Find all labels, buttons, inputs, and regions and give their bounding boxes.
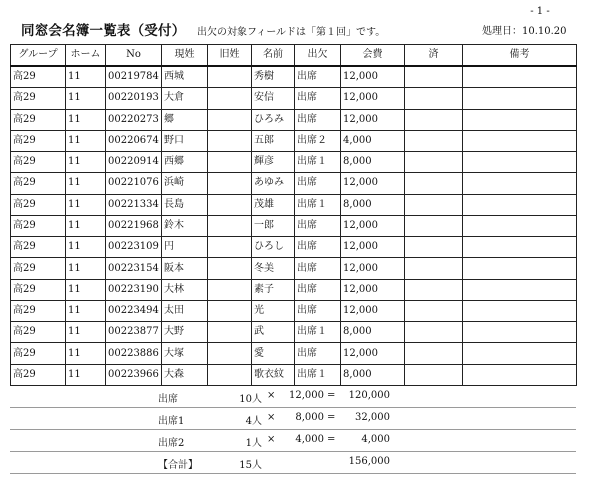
cell-name: 茂雄 xyxy=(252,194,295,215)
cell-member-no: 00223494 xyxy=(106,300,162,321)
cell-home: 11 xyxy=(66,109,106,130)
cell-done xyxy=(405,173,463,194)
cell-surname: 西城 xyxy=(162,66,208,88)
cell-home: 11 xyxy=(66,300,106,321)
cell-group: 高29 xyxy=(11,173,66,194)
cell-name: あゆみ xyxy=(252,173,295,194)
cell-maiden-name xyxy=(208,88,252,109)
cell-fee: 8,000 xyxy=(341,364,405,385)
cell-attendance: 出席 xyxy=(295,300,341,321)
summary-equals-sign: = xyxy=(327,434,336,445)
table-header-row xyxy=(11,45,577,67)
cell-remarks xyxy=(463,300,577,321)
cell-remarks xyxy=(463,66,577,88)
cell-surname: 大塚 xyxy=(162,343,208,364)
cell-attendance: 出席１ xyxy=(295,322,341,343)
cell-attendance: 出席 xyxy=(295,173,341,194)
cell-maiden-name xyxy=(208,279,252,300)
cell-group: 高29 xyxy=(11,109,66,130)
column-header-group: グループ xyxy=(11,45,66,67)
cell-done xyxy=(405,343,463,364)
cell-fee: 8,000 xyxy=(341,194,405,215)
cell-maiden-name xyxy=(208,66,252,88)
cell-home: 11 xyxy=(66,152,106,173)
cell-maiden-name xyxy=(208,130,252,151)
cell-done xyxy=(405,152,463,173)
summary-label: 【合計】 xyxy=(158,460,198,471)
column-header-no: No xyxy=(106,45,162,67)
cell-attendance: 出席 xyxy=(295,66,341,88)
cell-home: 11 xyxy=(66,279,106,300)
cell-remarks xyxy=(463,194,577,215)
table-row xyxy=(11,194,577,215)
cell-group: 高29 xyxy=(11,364,66,385)
cell-maiden-name xyxy=(208,364,252,385)
cell-attendance: 出席 xyxy=(295,109,341,130)
cell-done xyxy=(405,194,463,215)
table-row xyxy=(11,109,577,130)
table-row xyxy=(11,279,577,300)
cell-attendance: 出席１ xyxy=(295,194,341,215)
cell-remarks xyxy=(463,279,577,300)
cell-remarks xyxy=(463,364,577,385)
column-header-fee: 会費 xyxy=(341,45,405,67)
column-header-remarks: 備考 xyxy=(463,45,577,67)
cell-name: 一郎 xyxy=(252,215,295,236)
cell-group: 高29 xyxy=(11,66,66,88)
cell-maiden-name xyxy=(208,322,252,343)
cell-done xyxy=(405,215,463,236)
summary-total: 156,000 xyxy=(348,456,390,467)
cell-name: ひろみ xyxy=(252,109,295,130)
attendance-field-note: 出欠の対象フィールドは「第１回」です。 xyxy=(197,27,386,38)
cell-group: 高29 xyxy=(11,237,66,258)
cell-surname: 大森 xyxy=(162,364,208,385)
cell-done xyxy=(405,258,463,279)
cell-home: 11 xyxy=(66,130,106,151)
cell-maiden-name xyxy=(208,343,252,364)
column-header-maiden-name: 旧姓 xyxy=(208,45,252,67)
summary-row xyxy=(10,408,576,430)
cell-group: 高29 xyxy=(11,258,66,279)
summary-row xyxy=(10,430,576,452)
table-row xyxy=(11,88,577,109)
cell-maiden-name xyxy=(208,109,252,130)
cell-maiden-name xyxy=(208,215,252,236)
cell-member-no: 00223966 xyxy=(106,364,162,385)
cell-member-no: 00221334 xyxy=(106,194,162,215)
cell-name: 五郎 xyxy=(252,130,295,151)
cell-name: 素子 xyxy=(252,279,295,300)
cell-member-no: 00220914 xyxy=(106,152,162,173)
cell-member-no: 00220273 xyxy=(106,109,162,130)
cell-maiden-name xyxy=(208,194,252,215)
cell-home: 11 xyxy=(66,194,106,215)
summary-equals-sign: = xyxy=(327,390,336,401)
cell-member-no: 00221076 xyxy=(106,173,162,194)
attendance-summary xyxy=(10,386,576,474)
cell-attendance: 出席 xyxy=(295,258,341,279)
table-row xyxy=(11,322,577,343)
cell-surname: 西郷 xyxy=(162,152,208,173)
summary-label: 出席2 xyxy=(158,438,185,449)
summary-count: 1人 xyxy=(245,438,262,449)
cell-attendance: 出席 xyxy=(295,279,341,300)
summary-unit-fee: 4,000 xyxy=(295,434,324,445)
cell-maiden-name xyxy=(208,173,252,194)
cell-done xyxy=(405,237,463,258)
cell-member-no: 00220193 xyxy=(106,88,162,109)
cell-fee: 12,000 xyxy=(341,279,405,300)
cell-home: 11 xyxy=(66,322,106,343)
cell-surname: 長島 xyxy=(162,194,208,215)
cell-surname: 野口 xyxy=(162,130,208,151)
cell-name: 歌衣紋 xyxy=(252,364,295,385)
cell-done xyxy=(405,130,463,151)
cell-remarks xyxy=(463,237,577,258)
cell-home: 11 xyxy=(66,237,106,258)
summary-row xyxy=(10,386,576,408)
cell-member-no: 00220674 xyxy=(106,130,162,151)
cell-attendance: 出席 xyxy=(295,215,341,236)
table-row xyxy=(11,130,577,151)
cell-group: 高29 xyxy=(11,130,66,151)
cell-remarks xyxy=(463,343,577,364)
summary-count: 10人 xyxy=(239,394,262,405)
cell-home: 11 xyxy=(66,343,106,364)
cell-fee: 12,000 xyxy=(341,109,405,130)
cell-fee: 12,000 xyxy=(341,237,405,258)
cell-fee: 12,000 xyxy=(341,88,405,109)
cell-maiden-name xyxy=(208,237,252,258)
cell-done xyxy=(405,300,463,321)
cell-group: 高29 xyxy=(11,300,66,321)
cell-surname: 鈴木 xyxy=(162,215,208,236)
cell-surname: 円 xyxy=(162,237,208,258)
cell-attendance: 出席 xyxy=(295,343,341,364)
column-header-home: ホーム xyxy=(66,45,106,67)
summary-times-sign: × xyxy=(267,412,276,423)
cell-name: 愛 xyxy=(252,343,295,364)
cell-surname: 大林 xyxy=(162,279,208,300)
table-row xyxy=(11,364,577,385)
table-row xyxy=(11,152,577,173)
cell-member-no: 00223877 xyxy=(106,322,162,343)
cell-member-no: 00223109 xyxy=(106,237,162,258)
cell-fee: 8,000 xyxy=(341,152,405,173)
summary-count: 15人 xyxy=(239,460,262,471)
cell-surname: 郷 xyxy=(162,109,208,130)
cell-name: 安信 xyxy=(252,88,295,109)
cell-fee: 8,000 xyxy=(341,322,405,343)
cell-surname: 大野 xyxy=(162,322,208,343)
cell-member-no: 00223886 xyxy=(106,343,162,364)
cell-group: 高29 xyxy=(11,152,66,173)
page-number: - 1 - xyxy=(530,6,550,17)
cell-done xyxy=(405,109,463,130)
cell-fee: 12,000 xyxy=(341,343,405,364)
cell-attendance: 出席１ xyxy=(295,364,341,385)
cell-maiden-name xyxy=(208,258,252,279)
cell-fee: 12,000 xyxy=(341,300,405,321)
cell-done xyxy=(405,279,463,300)
summary-total: 120,000 xyxy=(348,390,390,401)
table-row xyxy=(11,173,577,194)
cell-fee: 12,000 xyxy=(341,173,405,194)
summary-times-sign: × xyxy=(267,390,276,401)
roster-table xyxy=(10,44,577,386)
cell-attendance: 出席２ xyxy=(295,130,341,151)
cell-group: 高29 xyxy=(11,343,66,364)
cell-name: 秀樹 xyxy=(252,66,295,88)
cell-done xyxy=(405,88,463,109)
column-header-surname: 現姓 xyxy=(162,45,208,67)
summary-total: 4,000 xyxy=(361,434,390,445)
cell-home: 11 xyxy=(66,173,106,194)
summary-equals-sign: = xyxy=(327,412,336,423)
cell-surname: 大倉 xyxy=(162,88,208,109)
cell-name: 輝彦 xyxy=(252,152,295,173)
table-row xyxy=(11,66,577,88)
cell-done xyxy=(405,364,463,385)
table-row xyxy=(11,300,577,321)
cell-remarks xyxy=(463,109,577,130)
cell-name: 冬美 xyxy=(252,258,295,279)
cell-done xyxy=(405,66,463,88)
cell-remarks xyxy=(463,322,577,343)
cell-remarks xyxy=(463,215,577,236)
table-row xyxy=(11,237,577,258)
cell-home: 11 xyxy=(66,258,106,279)
cell-fee: 12,000 xyxy=(341,258,405,279)
cell-name: 光 xyxy=(252,300,295,321)
cell-remarks xyxy=(463,173,577,194)
cell-surname: 浜崎 xyxy=(162,173,208,194)
page-title: 同窓会名簿一覧表（受付） xyxy=(21,23,186,39)
cell-fee: 12,000 xyxy=(341,215,405,236)
cell-attendance: 出席１ xyxy=(295,152,341,173)
cell-name: 武 xyxy=(252,322,295,343)
cell-maiden-name xyxy=(208,300,252,321)
table-row xyxy=(11,343,577,364)
column-header-name: 名前 xyxy=(252,45,295,67)
cell-group: 高29 xyxy=(11,215,66,236)
cell-home: 11 xyxy=(66,88,106,109)
cell-attendance: 出席 xyxy=(295,88,341,109)
summary-times-sign: × xyxy=(267,434,276,445)
cell-remarks xyxy=(463,258,577,279)
cell-remarks xyxy=(463,88,577,109)
cell-home: 11 xyxy=(66,364,106,385)
cell-home: 11 xyxy=(66,66,106,88)
cell-name: ひろし xyxy=(252,237,295,258)
cell-group: 高29 xyxy=(11,194,66,215)
processed-date: 処理日：10.10.20 xyxy=(482,26,567,37)
cell-home: 11 xyxy=(66,215,106,236)
cell-fee: 12,000 xyxy=(341,66,405,88)
cell-member-no: 00219784 xyxy=(106,66,162,88)
summary-label: 出席1 xyxy=(158,416,185,427)
cell-group: 高29 xyxy=(11,322,66,343)
cell-fee: 4,000 xyxy=(341,130,405,151)
cell-remarks xyxy=(463,130,577,151)
cell-member-no: 00223154 xyxy=(106,258,162,279)
summary-row xyxy=(10,452,576,474)
summary-total: 32,000 xyxy=(355,412,390,423)
cell-surname: 太田 xyxy=(162,300,208,321)
cell-maiden-name xyxy=(208,152,252,173)
cell-member-no: 00221968 xyxy=(106,215,162,236)
summary-label: 出席 xyxy=(158,394,178,405)
cell-member-no: 00223190 xyxy=(106,279,162,300)
table-row xyxy=(11,258,577,279)
column-header-attendance: 出欠 xyxy=(295,45,341,67)
cell-remarks xyxy=(463,152,577,173)
roster-body xyxy=(11,66,577,386)
summary-unit-fee: 8,000 xyxy=(295,412,324,423)
summary-count: 4人 xyxy=(245,416,262,427)
table-row xyxy=(11,215,577,236)
cell-group: 高29 xyxy=(11,279,66,300)
column-header-done: 済 xyxy=(405,45,463,67)
cell-surname: 阪本 xyxy=(162,258,208,279)
cell-group: 高29 xyxy=(11,88,66,109)
summary-unit-fee: 12,000 xyxy=(289,390,324,401)
cell-attendance: 出席 xyxy=(295,237,341,258)
cell-done xyxy=(405,322,463,343)
